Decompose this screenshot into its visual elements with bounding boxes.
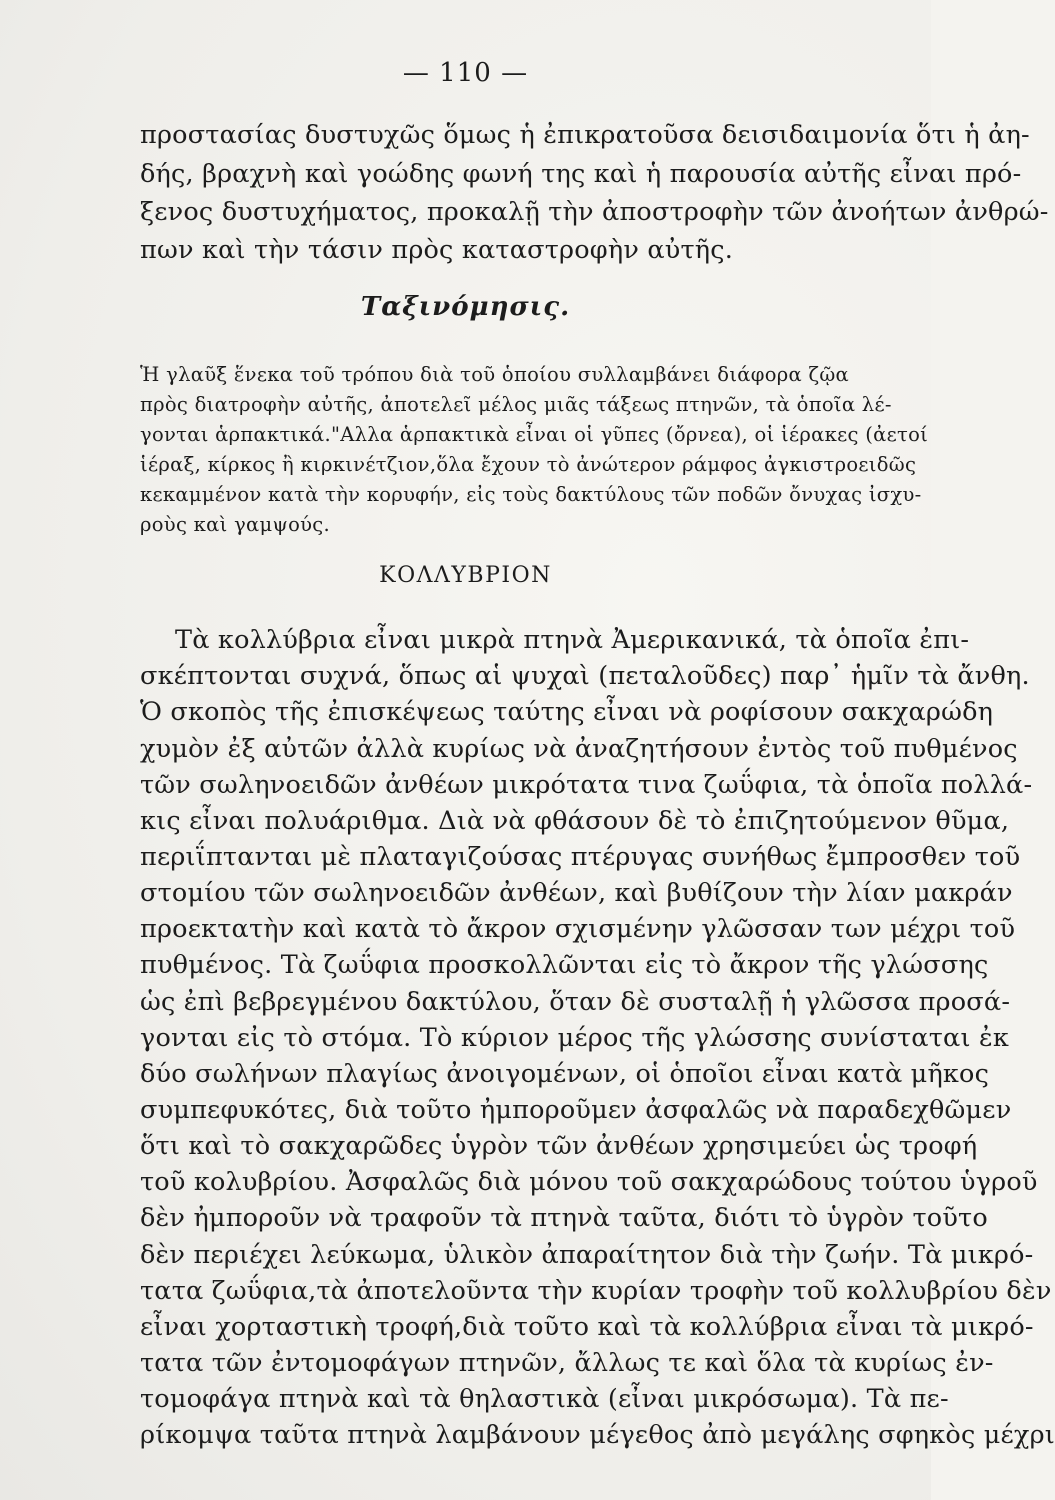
text-line: δύο σωλήνων πλαγίως ἀνοιγομένων, οἱ ὁποῖοι εἶναι κατὰ μῆκος xyxy=(140,1059,990,1089)
text-line: τατα τῶν ἐντομοφάγων πτηνῶν, ἄλλως τε καὶ ὅλα τὰ κυρίως ἐν- xyxy=(140,1348,994,1378)
text-line: σκέπτονται συχνά, ὅπως αἱ ψυχαὶ (πεταλοῦδες) παρ᾽ ἡμῖν τὰ ἄνθη. xyxy=(140,661,1030,691)
text-line: εἶναι χορταστικὴ τροφή,διὰ τοῦτο καὶ τὰ κολλύβρια εἶναι τὰ μικρό- xyxy=(140,1312,1034,1342)
text-line: γονται εἰς τὸ στόμα. Τὸ κύριον μέρος τῆς γλώσσης συνίσταται ἐκ xyxy=(140,1023,1009,1053)
text-line: τομοφάγα πτηνὰ καὶ τὰ θηλαστικὰ (εἶναι μικρόσωμα). Τὰ πε- xyxy=(140,1384,949,1414)
text-line: ὡς ἐπὶ βεβρεγμένου δακτύλου, ὅταν δὲ συσταλῇ ἡ γλῶσσα προσά- xyxy=(140,987,1011,1017)
text-line: ξενος δυστυχήματος, προκαλῇ τὴν ἀποστροφὴν τῶν ἀνοήτων ἀνθρώ- xyxy=(140,197,1049,227)
text-line: κεκαμμένον κατὰ τὴν κορυφήν, εἰς τοὺς δακτύλους τῶν ποδῶν ὄνυχας ἰσχυ- xyxy=(140,483,922,506)
text-line: δὲν περιέχει λεύκωμα, ὑλικὸν ἀπαραίτητον διὰ τὴν ζωήν. Τὰ μικρό- xyxy=(140,1240,1034,1270)
text-line: τατα ζωΰφια,τὰ ἀποτελοῦντα τὴν κυρίαν τροφὴν τοῦ κολλυβρίου δὲν xyxy=(140,1276,1052,1306)
text-line: τοῦ κολυβρίου. Ἀσφαλῶς διὰ μόνου τοῦ σακχαρώδους τούτου ὑγροῦ xyxy=(140,1167,1038,1197)
text-line: χυμὸν ἐξ αὐτῶν ἀλλὰ κυρίως νὰ ἀναζητήσουν ἐντὸς τοῦ πυθμένος xyxy=(140,734,1018,764)
text-line: γονται ἁρπακτικά."Αλλα ἁρπακτικὰ εἶναι οἱ γῦπες (ὄρνεα), οἱ ἱέρακες (ἀετοί xyxy=(140,423,929,446)
text-line: ρίκομψα ταῦτα πτηνὰ λαμβάνουν μέγεθος ἀπὸ μεγάλης σφηκὸς μέχρι xyxy=(140,1420,1055,1450)
text-line: ὅτι καὶ τὸ σακχαρῶδες ὑγρὸν τῶν ἀνθέων χρησιμεύει ὡς τροφή xyxy=(140,1131,978,1161)
text-line: δὲν ἠμποροῦν νὰ τραφοῦν τὰ πτηνὰ ταῦτα, διότι τὸ ὑγρὸν τοῦτο xyxy=(140,1203,988,1233)
text-line: δής, βραχνὴ καὶ γοώδης φωνή της καὶ ἡ παρουσία αὐτῆς εἶναι πρό- xyxy=(140,159,1022,189)
text-line: Τὰ κολλύβρια εἶναι μικρὰ πτηνὰ Ἀμερικανικά, τὰ ὁποῖα ἐπι- xyxy=(175,625,970,655)
section-heading-classification: Ταξινόμησις. xyxy=(360,292,571,322)
text-line: περιΐπτανται μὲ πλαταγιζούσας πτέρυγας συνήθως ἔμπροσθεν τοῦ xyxy=(140,842,1021,872)
text-line: στομίου τῶν σωληνοειδῶν ἀνθέων, καὶ βυθίζουν τὴν λίαν μακράν xyxy=(140,878,1013,908)
text-line: πων καὶ τὴν τάσιν πρὸς καταστροφὴν αὐτῆς. xyxy=(140,235,734,265)
text-line: πρὸς διατροφὴν αὐτῆς, ἀποτελεῖ μέλος μιᾶς τάξεως πτηνῶν, τὰ ὁποῖα λέ- xyxy=(140,393,892,416)
text-line: Ἡ γλαῦξ ἕνεκα τοῦ τρόπου διὰ τοῦ ὁποίου συλλαμβάνει διάφορα ζῷα xyxy=(140,363,850,386)
text-line: πυθμένος. Τὰ ζωΰφια προσκολλῶνται εἰς τὸ ἄκρον τῆς γλώσσης xyxy=(140,950,989,980)
section-heading-hummingbird: ΚΟΛΛΥΒΡΙΟΝ xyxy=(379,563,552,588)
page-number: — 110 — xyxy=(402,58,529,88)
text-line: τῶν σωληνοειδῶν ἀνθέων μικρότατα τινα ζωΰφια, τὰ ὁποῖα πολλά- xyxy=(140,770,1033,800)
text-line: συμπεφυκότες, διὰ τοῦτο ἠμποροῦμεν ἀσφαλῶς νὰ παραδεχθῶμεν xyxy=(140,1095,1012,1125)
text-line: κις εἶναι πολυάριθμα. Διὰ νὰ φθάσουν δὲ τὸ ἐπιζητούμενον θῦμα, xyxy=(140,806,1010,836)
text-line: Ὁ σκοπὸς τῆς ἐπισκέψεως ταύτης εἶναι νὰ ροφίσουν σακχαρώδη xyxy=(140,697,994,727)
text-line: ροὺς καὶ γαμψούς. xyxy=(140,513,330,536)
text-line: προεκτατὴν καὶ κατὰ τὸ ἄκρον σχισμένην γλῶσσαν των μέχρι τοῦ xyxy=(140,914,1016,944)
text-line: προστασίας δυστυχῶς ὅμως ἡ ἐπικρατοῦσα δεισιδαιμονία ὅτι ἡ ἀη- xyxy=(140,120,1030,150)
text-line: ἱέραξ, κίρκος ἢ κιρκινέτζιον,ὅλα ἔχουν τὸ ἀνώτερον ράμφος ἀγκιστροειδῶς xyxy=(140,453,917,476)
